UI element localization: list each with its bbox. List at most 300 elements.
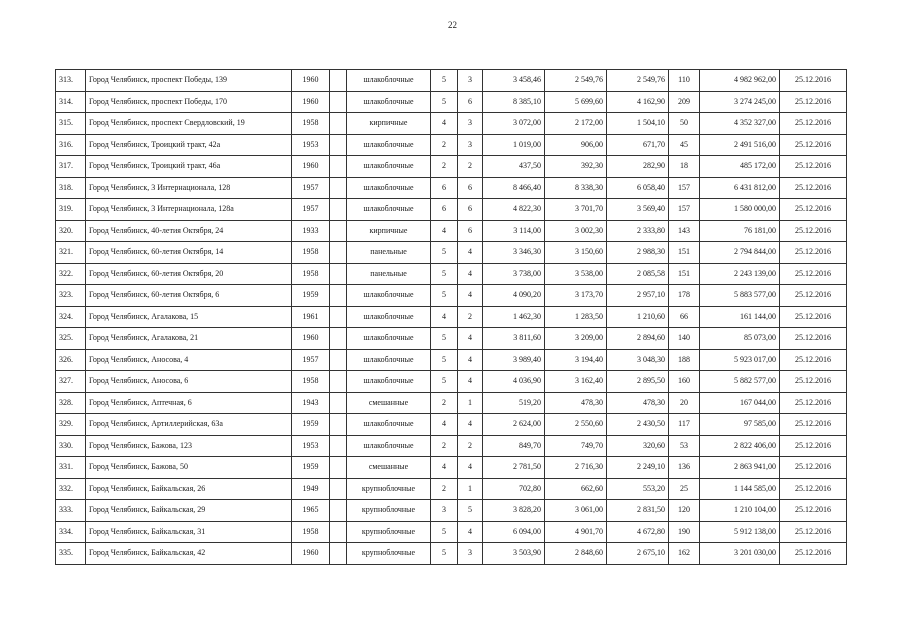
table-row	[56, 113, 847, 135]
date-cell: 25.12.2016	[780, 392, 847, 414]
table-row	[56, 543, 847, 565]
residential-area-cell: 3 569,40	[607, 199, 669, 221]
entrances-cell: 4	[458, 285, 483, 307]
table-row	[56, 91, 847, 113]
cost-cell: 5 923 017,00	[700, 349, 780, 371]
wall-material-cell: шлакоблочные	[347, 371, 431, 393]
table-row	[56, 521, 847, 543]
empty-cell	[330, 113, 347, 135]
row-number: 335.	[56, 543, 86, 565]
address-cell: Город Челябинск, Байкальская, 31	[86, 521, 292, 543]
residents-cell: 151	[669, 242, 700, 264]
residential-area-cell: 2 549,76	[607, 70, 669, 92]
floors-cell: 2	[431, 478, 458, 500]
date-cell: 25.12.2016	[780, 349, 847, 371]
total-area-cell: 1 019,00	[483, 134, 545, 156]
row-number: 314.	[56, 91, 86, 113]
address-cell: Город Челябинск, Артиллерийская, 63а	[86, 414, 292, 436]
residential-area-cell: 4 162,90	[607, 91, 669, 113]
wall-material-cell: крупноблочные	[347, 500, 431, 522]
residents-cell: 120	[669, 500, 700, 522]
living-area-cell: 749,70	[545, 435, 607, 457]
residential-area-cell: 282,90	[607, 156, 669, 178]
wall-material-cell: шлакоблочные	[347, 328, 431, 350]
residential-area-cell: 2 675,10	[607, 543, 669, 565]
row-number: 315.	[56, 113, 86, 135]
wall-material-cell: смешанные	[347, 457, 431, 479]
date-cell: 25.12.2016	[780, 435, 847, 457]
wall-material-cell: шлакоблочные	[347, 306, 431, 328]
total-area-cell: 1 462,30	[483, 306, 545, 328]
table-row	[56, 392, 847, 414]
total-area-cell: 437,50	[483, 156, 545, 178]
date-cell: 25.12.2016	[780, 328, 847, 350]
living-area-cell: 2 716,30	[545, 457, 607, 479]
living-area-cell: 2 550,60	[545, 414, 607, 436]
row-number: 319.	[56, 199, 86, 221]
year-cell: 1959	[292, 414, 330, 436]
residents-cell: 162	[669, 543, 700, 565]
cost-cell: 4 982 962,00	[700, 70, 780, 92]
date-cell: 25.12.2016	[780, 521, 847, 543]
table-row	[56, 457, 847, 479]
empty-cell	[330, 263, 347, 285]
residential-area-cell: 6 058,40	[607, 177, 669, 199]
empty-cell	[330, 306, 347, 328]
cost-cell: 2 822 406,00	[700, 435, 780, 457]
floors-cell: 5	[431, 349, 458, 371]
living-area-cell: 3 194,40	[545, 349, 607, 371]
table-row	[56, 70, 847, 92]
total-area-cell: 8 385,10	[483, 91, 545, 113]
row-number: 330.	[56, 435, 86, 457]
cost-cell: 97 585,00	[700, 414, 780, 436]
year-cell: 1958	[292, 113, 330, 135]
floors-cell: 5	[431, 70, 458, 92]
residential-area-cell: 2 249,10	[607, 457, 669, 479]
residential-area-cell: 2 988,30	[607, 242, 669, 264]
residential-area-cell: 478,30	[607, 392, 669, 414]
total-area-cell: 702,80	[483, 478, 545, 500]
wall-material-cell: шлакоблочные	[347, 285, 431, 307]
cost-cell: 2 794 844,00	[700, 242, 780, 264]
cost-cell: 4 352 327,00	[700, 113, 780, 135]
residents-cell: 45	[669, 134, 700, 156]
year-cell: 1949	[292, 478, 330, 500]
year-cell: 1958	[292, 263, 330, 285]
residential-area-cell: 2 895,50	[607, 371, 669, 393]
floors-cell: 2	[431, 134, 458, 156]
cost-cell: 1 580 000,00	[700, 199, 780, 221]
date-cell: 25.12.2016	[780, 263, 847, 285]
residential-area-cell: 2 430,50	[607, 414, 669, 436]
address-cell: Город Челябинск, Троицкий тракт, 46а	[86, 156, 292, 178]
cost-cell: 1 210 104,00	[700, 500, 780, 522]
wall-material-cell: шлакоблочные	[347, 177, 431, 199]
table-body	[56, 70, 847, 565]
total-area-cell: 4 822,30	[483, 199, 545, 221]
residential-area-cell: 1 210,60	[607, 306, 669, 328]
residential-area-cell: 1 504,10	[607, 113, 669, 135]
residents-cell: 140	[669, 328, 700, 350]
date-cell: 25.12.2016	[780, 70, 847, 92]
cost-cell: 167 044,00	[700, 392, 780, 414]
residents-cell: 53	[669, 435, 700, 457]
cost-cell: 3 274 245,00	[700, 91, 780, 113]
cost-cell: 2 863 941,00	[700, 457, 780, 479]
table-row	[56, 478, 847, 500]
residents-cell: 190	[669, 521, 700, 543]
total-area-cell: 4 090,20	[483, 285, 545, 307]
table-row	[56, 199, 847, 221]
row-number: 322.	[56, 263, 86, 285]
year-cell: 1943	[292, 392, 330, 414]
total-area-cell: 4 036,90	[483, 371, 545, 393]
empty-cell	[330, 285, 347, 307]
empty-cell	[330, 414, 347, 436]
table-row	[56, 134, 847, 156]
housing-registry-table	[55, 69, 847, 565]
entrances-cell: 6	[458, 199, 483, 221]
date-cell: 25.12.2016	[780, 220, 847, 242]
residents-cell: 157	[669, 199, 700, 221]
year-cell: 1957	[292, 177, 330, 199]
table-row	[56, 349, 847, 371]
floors-cell: 5	[431, 328, 458, 350]
total-area-cell: 8 466,40	[483, 177, 545, 199]
date-cell: 25.12.2016	[780, 371, 847, 393]
empty-cell	[330, 392, 347, 414]
year-cell: 1960	[292, 543, 330, 565]
residents-cell: 25	[669, 478, 700, 500]
residents-cell: 178	[669, 285, 700, 307]
row-number: 334.	[56, 521, 86, 543]
entrances-cell: 2	[458, 306, 483, 328]
address-cell: Город Челябинск, проспект Победы, 170	[86, 91, 292, 113]
table-row	[56, 177, 847, 199]
floors-cell: 4	[431, 113, 458, 135]
date-cell: 25.12.2016	[780, 134, 847, 156]
floors-cell: 5	[431, 521, 458, 543]
empty-cell	[330, 371, 347, 393]
empty-cell	[330, 500, 347, 522]
empty-cell	[330, 328, 347, 350]
entrances-cell: 4	[458, 371, 483, 393]
total-area-cell: 3 989,40	[483, 349, 545, 371]
entrances-cell: 6	[458, 177, 483, 199]
wall-material-cell: шлакоблочные	[347, 435, 431, 457]
wall-material-cell: крупноблочные	[347, 478, 431, 500]
date-cell: 25.12.2016	[780, 306, 847, 328]
empty-cell	[330, 543, 347, 565]
year-cell: 1960	[292, 91, 330, 113]
residents-cell: 157	[669, 177, 700, 199]
total-area-cell: 519,20	[483, 392, 545, 414]
entrances-cell: 1	[458, 478, 483, 500]
floors-cell: 4	[431, 220, 458, 242]
living-area-cell: 4 901,70	[545, 521, 607, 543]
total-area-cell: 3 072,00	[483, 113, 545, 135]
entrances-cell: 3	[458, 134, 483, 156]
total-area-cell: 2 781,50	[483, 457, 545, 479]
wall-material-cell: шлакоблочные	[347, 156, 431, 178]
address-cell: Город Челябинск, 3 Интернационала, 128	[86, 177, 292, 199]
date-cell: 25.12.2016	[780, 543, 847, 565]
floors-cell: 6	[431, 177, 458, 199]
residential-area-cell: 320,60	[607, 435, 669, 457]
residents-cell: 143	[669, 220, 700, 242]
year-cell: 1933	[292, 220, 330, 242]
cost-cell: 85 073,00	[700, 328, 780, 350]
year-cell: 1953	[292, 435, 330, 457]
floors-cell: 5	[431, 242, 458, 264]
cost-cell: 161 144,00	[700, 306, 780, 328]
row-number: 321.	[56, 242, 86, 264]
year-cell: 1958	[292, 371, 330, 393]
cost-cell: 2 491 516,00	[700, 134, 780, 156]
floors-cell: 2	[431, 156, 458, 178]
entrances-cell: 4	[458, 414, 483, 436]
total-area-cell: 3 828,20	[483, 500, 545, 522]
living-area-cell: 3 061,00	[545, 500, 607, 522]
row-number: 317.	[56, 156, 86, 178]
row-number: 316.	[56, 134, 86, 156]
year-cell: 1960	[292, 70, 330, 92]
address-cell: Город Челябинск, Аптечная, 6	[86, 392, 292, 414]
residential-area-cell: 2 333,80	[607, 220, 669, 242]
empty-cell	[330, 156, 347, 178]
floors-cell: 5	[431, 91, 458, 113]
total-area-cell: 3 503,90	[483, 543, 545, 565]
wall-material-cell: шлакоблочные	[347, 70, 431, 92]
cost-cell: 5 883 577,00	[700, 285, 780, 307]
year-cell: 1959	[292, 285, 330, 307]
living-area-cell: 662,60	[545, 478, 607, 500]
residents-cell: 188	[669, 349, 700, 371]
cost-cell: 76 181,00	[700, 220, 780, 242]
floors-cell: 5	[431, 371, 458, 393]
living-area-cell: 1 283,50	[545, 306, 607, 328]
empty-cell	[330, 349, 347, 371]
year-cell: 1960	[292, 156, 330, 178]
address-cell: Город Челябинск, Бажова, 50	[86, 457, 292, 479]
entrances-cell: 3	[458, 543, 483, 565]
empty-cell	[330, 242, 347, 264]
wall-material-cell: шлакоблочные	[347, 414, 431, 436]
address-cell: Город Челябинск, Троицкий тракт, 42а	[86, 134, 292, 156]
empty-cell	[330, 478, 347, 500]
table-row	[56, 306, 847, 328]
row-number: 324.	[56, 306, 86, 328]
wall-material-cell: панельные	[347, 263, 431, 285]
address-cell: Город Челябинск, проспект Победы, 139	[86, 70, 292, 92]
living-area-cell: 5 699,60	[545, 91, 607, 113]
entrances-cell: 6	[458, 91, 483, 113]
address-cell: Город Челябинск, 3 Интернационала, 128а	[86, 199, 292, 221]
year-cell: 1957	[292, 349, 330, 371]
residents-cell: 20	[669, 392, 700, 414]
residential-area-cell: 4 672,80	[607, 521, 669, 543]
address-cell: Город Челябинск, Байкальская, 42	[86, 543, 292, 565]
table-row	[56, 414, 847, 436]
address-cell: Город Челябинск, 40-летия Октября, 24	[86, 220, 292, 242]
table-row	[56, 263, 847, 285]
residents-cell: 66	[669, 306, 700, 328]
residents-cell: 151	[669, 263, 700, 285]
date-cell: 25.12.2016	[780, 91, 847, 113]
floors-cell: 6	[431, 199, 458, 221]
year-cell: 1958	[292, 242, 330, 264]
entrances-cell: 4	[458, 328, 483, 350]
date-cell: 25.12.2016	[780, 500, 847, 522]
entrances-cell: 4	[458, 263, 483, 285]
cost-cell: 3 201 030,00	[700, 543, 780, 565]
cost-cell: 5 912 138,00	[700, 521, 780, 543]
wall-material-cell: шлакоблочные	[347, 349, 431, 371]
total-area-cell: 3 114,00	[483, 220, 545, 242]
address-cell: Город Челябинск, Аносова, 4	[86, 349, 292, 371]
entrances-cell: 5	[458, 500, 483, 522]
wall-material-cell: крупноблочные	[347, 521, 431, 543]
table-row	[56, 435, 847, 457]
wall-material-cell: кирпичные	[347, 113, 431, 135]
living-area-cell: 3 209,00	[545, 328, 607, 350]
entrances-cell: 4	[458, 521, 483, 543]
residents-cell: 209	[669, 91, 700, 113]
row-number: 326.	[56, 349, 86, 371]
address-cell: Город Челябинск, Агалакова, 21	[86, 328, 292, 350]
floors-cell: 4	[431, 306, 458, 328]
year-cell: 1958	[292, 521, 330, 543]
cost-cell: 6 431 812,00	[700, 177, 780, 199]
residents-cell: 160	[669, 371, 700, 393]
living-area-cell: 3 150,60	[545, 242, 607, 264]
address-cell: Город Челябинск, Бажова, 123	[86, 435, 292, 457]
address-cell: Город Челябинск, Агалакова, 15	[86, 306, 292, 328]
empty-cell	[330, 199, 347, 221]
date-cell: 25.12.2016	[780, 457, 847, 479]
cost-cell: 1 144 585,00	[700, 478, 780, 500]
year-cell: 1960	[292, 328, 330, 350]
date-cell: 25.12.2016	[780, 478, 847, 500]
date-cell: 25.12.2016	[780, 242, 847, 264]
empty-cell	[330, 91, 347, 113]
empty-cell	[330, 435, 347, 457]
table-row	[56, 156, 847, 178]
residential-area-cell: 2 085,58	[607, 263, 669, 285]
total-area-cell: 3 346,30	[483, 242, 545, 264]
date-cell: 25.12.2016	[780, 285, 847, 307]
row-number: 320.	[56, 220, 86, 242]
total-area-cell: 2 624,00	[483, 414, 545, 436]
address-cell: Город Челябинск, проспект Свердловский, 19	[86, 113, 292, 135]
floors-cell: 3	[431, 500, 458, 522]
cost-cell: 2 243 139,00	[700, 263, 780, 285]
residential-area-cell: 3 048,30	[607, 349, 669, 371]
entrances-cell: 4	[458, 349, 483, 371]
address-cell: Город Челябинск, 60-летия Октября, 20	[86, 263, 292, 285]
table-row	[56, 371, 847, 393]
floors-cell: 5	[431, 285, 458, 307]
living-area-cell: 3 162,40	[545, 371, 607, 393]
entrances-cell: 3	[458, 70, 483, 92]
entrances-cell: 2	[458, 435, 483, 457]
residential-area-cell: 2 957,10	[607, 285, 669, 307]
wall-material-cell: смешанные	[347, 392, 431, 414]
cost-cell: 5 882 577,00	[700, 371, 780, 393]
total-area-cell: 849,70	[483, 435, 545, 457]
address-cell: Город Челябинск, 60-летия Октября, 6	[86, 285, 292, 307]
address-cell: Город Челябинск, 60-летия Октября, 14	[86, 242, 292, 264]
row-number: 313.	[56, 70, 86, 92]
empty-cell	[330, 177, 347, 199]
living-area-cell: 3 173,70	[545, 285, 607, 307]
residents-cell: 117	[669, 414, 700, 436]
residential-area-cell: 553,20	[607, 478, 669, 500]
total-area-cell: 3 738,00	[483, 263, 545, 285]
table-row	[56, 285, 847, 307]
year-cell: 1961	[292, 306, 330, 328]
wall-material-cell: шлакоблочные	[347, 134, 431, 156]
empty-cell	[330, 457, 347, 479]
entrances-cell: 3	[458, 113, 483, 135]
living-area-cell: 392,30	[545, 156, 607, 178]
row-number: 318.	[56, 177, 86, 199]
row-number: 325.	[56, 328, 86, 350]
wall-material-cell: панельные	[347, 242, 431, 264]
address-cell: Город Челябинск, Аносова, 6	[86, 371, 292, 393]
living-area-cell: 2 172,00	[545, 113, 607, 135]
date-cell: 25.12.2016	[780, 177, 847, 199]
empty-cell	[330, 70, 347, 92]
residential-area-cell: 2 831,50	[607, 500, 669, 522]
total-area-cell: 6 094,00	[483, 521, 545, 543]
row-number: 332.	[56, 478, 86, 500]
table-row	[56, 242, 847, 264]
table-row	[56, 220, 847, 242]
empty-cell	[330, 134, 347, 156]
residents-cell: 18	[669, 156, 700, 178]
living-area-cell: 2 848,60	[545, 543, 607, 565]
living-area-cell: 8 338,30	[545, 177, 607, 199]
floors-cell: 5	[431, 543, 458, 565]
wall-material-cell: крупноблочные	[347, 543, 431, 565]
date-cell: 25.12.2016	[780, 156, 847, 178]
address-cell: Город Челябинск, Байкальская, 26	[86, 478, 292, 500]
living-area-cell: 478,30	[545, 392, 607, 414]
row-number: 327.	[56, 371, 86, 393]
table-row	[56, 328, 847, 350]
residential-area-cell: 671,70	[607, 134, 669, 156]
empty-cell	[330, 220, 347, 242]
living-area-cell: 3 538,00	[545, 263, 607, 285]
date-cell: 25.12.2016	[780, 199, 847, 221]
page-number: 22	[448, 20, 457, 30]
row-number: 331.	[56, 457, 86, 479]
cost-cell: 485 172,00	[700, 156, 780, 178]
floors-cell: 2	[431, 392, 458, 414]
floors-cell: 2	[431, 435, 458, 457]
residents-cell: 50	[669, 113, 700, 135]
total-area-cell: 3 811,60	[483, 328, 545, 350]
floors-cell: 5	[431, 263, 458, 285]
date-cell: 25.12.2016	[780, 414, 847, 436]
address-cell: Город Челябинск, Байкальская, 29	[86, 500, 292, 522]
total-area-cell: 3 458,46	[483, 70, 545, 92]
floors-cell: 4	[431, 414, 458, 436]
date-cell: 25.12.2016	[780, 113, 847, 135]
living-area-cell: 3 701,70	[545, 199, 607, 221]
